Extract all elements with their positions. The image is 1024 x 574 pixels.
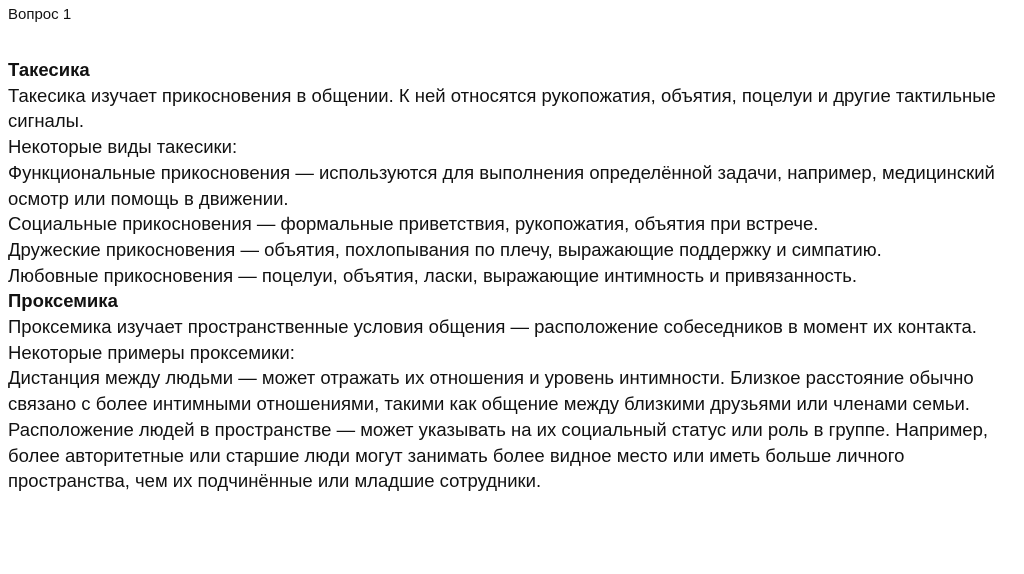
paragraph: Социальные прикосновения — формальные приветствия, рукопожатия, объятия при встрече. [8, 213, 819, 235]
paragraph: Дружеские прикосновения — объятия, похлопывания по плечу, выражающие поддержку и симпатию. [8, 238, 882, 260]
paragraph: Дистанция между людьми — может отражать их отношения и уровень интимности. Близкое расстояние обычно связано с более интимными отношениями, такими как общение между близкими друзьями или членами семьи. [8, 367, 974, 415]
paragraph: Такесика изучает прикосновения в общении. К ней относятся рукопожатия, объятия, поцелуи и другие тактильные сигналы. [8, 84, 996, 132]
paragraph: Некоторые примеры проксемики: [8, 341, 295, 363]
section-heading-takesika: Такесика [8, 59, 90, 80]
paragraph: Некоторые виды такесики: [8, 136, 238, 158]
slide [8, 6, 1008, 494]
paragraph: Функциональные прикосновения — используются для выполнения определённой задачи, например, медицинский осмотр или помощь в движении. [8, 161, 995, 209]
content [8, 57, 1008, 494]
paragraph: Проксемика изучает пространственные условия общения — расположение собеседников в момент их контакта. [8, 316, 977, 338]
paragraph: Расположение людей в пространстве — может указывать на их социальный статус или роль в группе. Например, более авторитетные или старшие люди могут занимать более видное место или иметь больше личного пространства, чем их подчинённые или младшие сотрудники. [8, 418, 989, 492]
paragraph: Любовные прикосновения — поцелуи, объятия, ласки, выражающие интимность и привязанность. [8, 264, 857, 286]
section-heading-proxemics: Проксемика [8, 290, 118, 312]
question-label: Вопрос 1 [8, 6, 72, 23]
